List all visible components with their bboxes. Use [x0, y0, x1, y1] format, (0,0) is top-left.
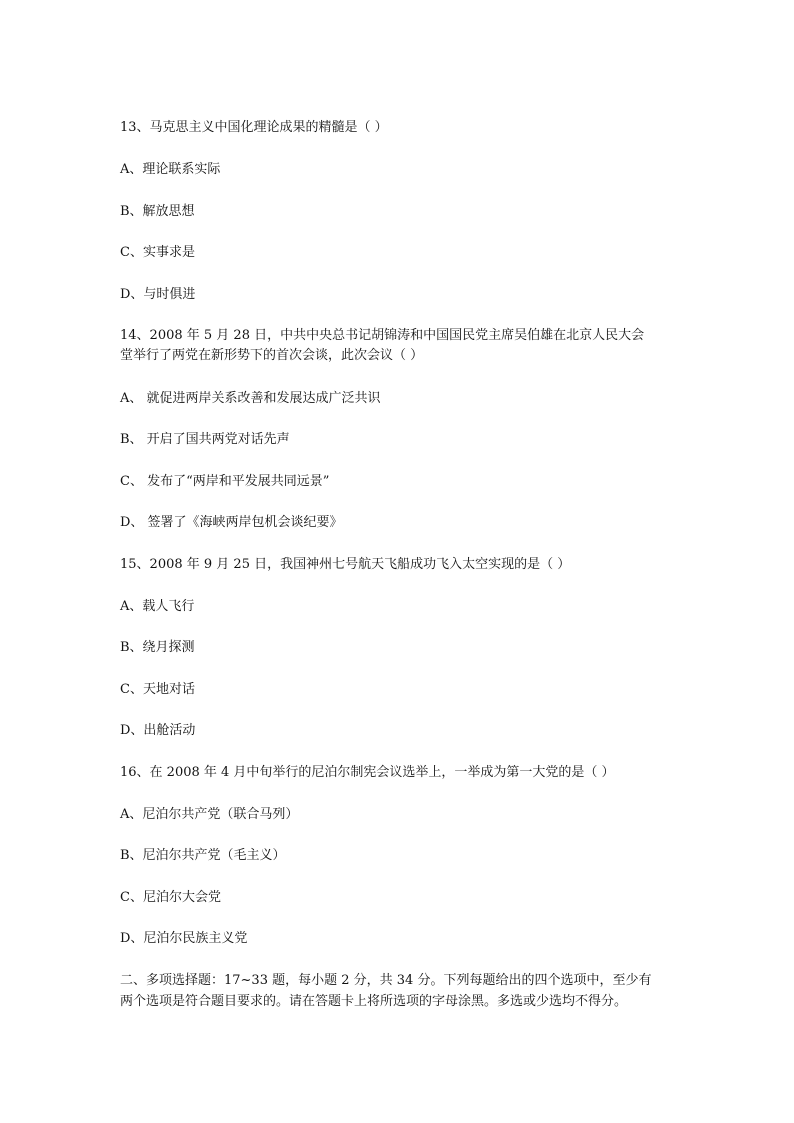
question-15-option-d: D、出舱活动	[120, 723, 196, 738]
question-13-option-d: D、与时俱进	[120, 287, 196, 302]
section-2-instructions-line-2: 两个选项是符合题目要求的。请在答题卡上将所选项的字母涂黑。多选或少选均不得分。	[120, 994, 628, 1009]
question-13-option-c: C、实事求是	[120, 245, 195, 260]
question-14-option-c: C、 发布了“两岸和平发展共同远景”	[120, 474, 330, 489]
question-14-stem-line-1: 14、2008 年 5 月 28 日，中共中央总书记胡锦涛和中国国民党主席吴伯雄在北京人民大会	[120, 328, 645, 343]
question-16-option-d: D、尼泊尔民族主义党	[120, 931, 248, 946]
section-2-instructions-line-1: 二、多项选择题：17~33 题，每小题 2 分，共 34 分。下列每题给出的四个选项中，至少有	[120, 973, 652, 988]
question-15-option-a: A、载人飞行	[120, 599, 195, 614]
question-15-option-c: C、天地对话	[120, 682, 195, 697]
question-16-option-a: A、尼泊尔共产党（联合马列）	[120, 807, 299, 822]
question-13-option-a: A、理论联系实际	[120, 162, 221, 177]
question-15-stem: 15、2008 年 9 月 25 日，我国神州七号航天飞船成功飞入太空实现的是（ ）	[120, 557, 571, 572]
question-13-stem: 13、马克思主义中国化理论成果的精髓是（ ）	[120, 120, 388, 135]
question-16-option-c: C、尼泊尔大会党	[120, 890, 221, 905]
question-15-option-b: B、绕月探测	[120, 640, 195, 655]
question-14-option-d: D、 签署了《海峡两岸包机会谈纪要》	[120, 515, 343, 530]
question-13-option-b: B、解放思想	[120, 204, 195, 219]
question-16-stem: 16、在 2008 年 4 月中旬举行的尼泊尔制宪会议选举上，一举成为第一大党的是（ ）	[120, 765, 615, 780]
question-14-option-b: B、 开启了国共两党对话先声	[120, 432, 290, 447]
question-14-stem-line-2: 堂举行了两党在新形势下的首次会谈，此次会议（ ）	[120, 348, 424, 363]
question-16-option-b: B、尼泊尔共产党（毛主义）	[120, 848, 286, 863]
question-14-option-a: A、 就促进两岸关系改善和发展达成广泛共识	[120, 391, 381, 406]
